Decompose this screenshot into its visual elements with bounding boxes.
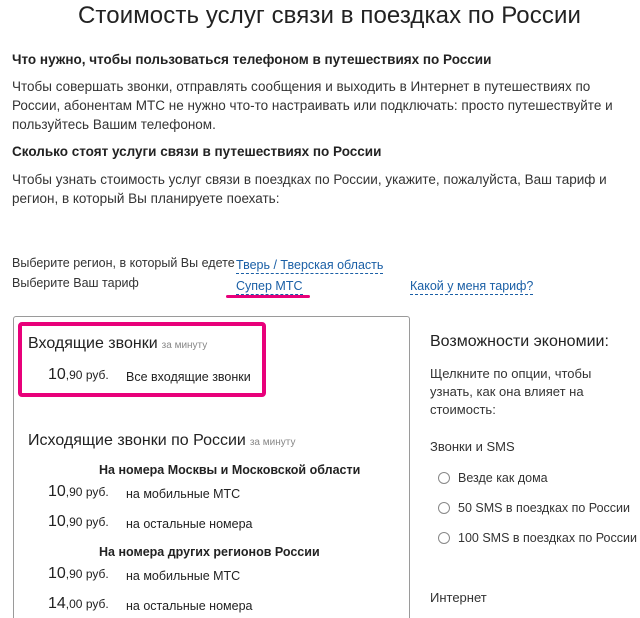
outgoing-price-2 — [48, 565, 109, 583]
internet-group-label: Интернет — [430, 590, 487, 605]
region-selector-link[interactable]: Тверь / Тверская область — [236, 258, 384, 272]
intro-paragraph: Чтобы совершать звонки, отправлять сообщения и выходить в Интернет в путешествиях по России, абонентам МТС не нужно что-то настраивать или подключать: просто путешествуйте и пользуйтесь Вашим телефоном. — [12, 79, 613, 132]
outgoing-price-0 — [48, 483, 109, 501]
option-everywhere-like-home[interactable] — [438, 471, 548, 485]
outgoing-price-3 — [48, 595, 109, 613]
outgoing-price-3-frac: ,00 руб. — [65, 597, 109, 611]
incoming-price — [48, 366, 109, 384]
which-tariff-link[interactable]: Какой у меня тариф? — [410, 279, 534, 293]
outgoing-price-1-int: 10 — [48, 513, 66, 530]
outgoing-price-2-int: 10 — [48, 565, 66, 582]
radio-button[interactable] — [438, 532, 450, 544]
outgoing-per-minute: за минуту — [249, 437, 296, 448]
calls-sms-group-label: Звонки и SMS — [430, 439, 515, 454]
outgoing-calls-title-text: Исходящие звонки по России — [28, 432, 246, 449]
incoming-price-int: 10 — [48, 366, 66, 383]
region-label: Выберите регион, в который Вы едете — [12, 256, 235, 270]
tariff-highlight-underline — [226, 295, 310, 298]
cost-paragraph: Чтобы узнать стоимость услуг связи в поездках по России, укажите, пожалуйста, Ваш тариф и регион, в который Вы планируете поехать: — [12, 172, 607, 206]
option-label: 50 SMS в поездках по России — [458, 501, 631, 515]
option-label: 100 SMS в поездках по России — [458, 531, 637, 545]
outgoing-label-3: на остальные номера — [126, 599, 253, 613]
option-50-sms[interactable] — [438, 501, 630, 515]
radio-button[interactable] — [438, 502, 450, 514]
page-title: Стоимость услуг связи в поездках по России — [78, 2, 581, 29]
outgoing-label-0: на мобильные МТС — [126, 487, 241, 501]
section-heading-cost: Сколько стоят услуги связи в путешествиях по России — [12, 144, 382, 159]
incoming-price-label: Все входящие звонки — [126, 370, 251, 384]
outgoing-price-1-frac: ,90 руб. — [65, 515, 109, 529]
economy-title: Возможности экономии: — [430, 333, 609, 350]
outgoing-price-0-frac: ,90 руб. — [65, 485, 109, 499]
incoming-calls-title-text: Входящие звонки — [28, 335, 158, 352]
incoming-calls-highlight — [18, 322, 266, 397]
option-label: Везде как дома — [458, 471, 548, 485]
outgoing-price-0-int: 10 — [48, 483, 66, 500]
incoming-calls-title — [28, 335, 207, 353]
outgoing-price-3-int: 14 — [48, 595, 66, 612]
outgoing-calls-title — [28, 432, 295, 450]
incoming-price-frac: ,90 руб. — [65, 368, 109, 382]
tariff-label: Выберите Ваш тариф — [12, 276, 139, 290]
outgoing-label-2: на мобильные МТС — [126, 569, 241, 583]
economy-hint: Щелкните по опции, чтобы узнать, как она влияет на стоимость: — [430, 366, 592, 417]
outgoing-label-1: на остальные номера — [126, 517, 253, 531]
tariff-selector-link[interactable]: Супер МТС — [236, 279, 303, 293]
outgoing-price-1 — [48, 513, 109, 531]
outgoing-price-2-frac: ,90 руб. — [65, 567, 109, 581]
section-heading-usage: Что нужно, чтобы пользоваться телефоном в путешествиях по России — [12, 52, 492, 67]
option-100-sms[interactable] — [438, 531, 637, 545]
moscow-numbers-heading: На номера Москвы и Московской области — [99, 463, 361, 477]
incoming-per-minute: за минуту — [161, 340, 208, 351]
other-regions-heading: На номера других регионов России — [99, 545, 320, 559]
radio-button[interactable] — [438, 472, 450, 484]
